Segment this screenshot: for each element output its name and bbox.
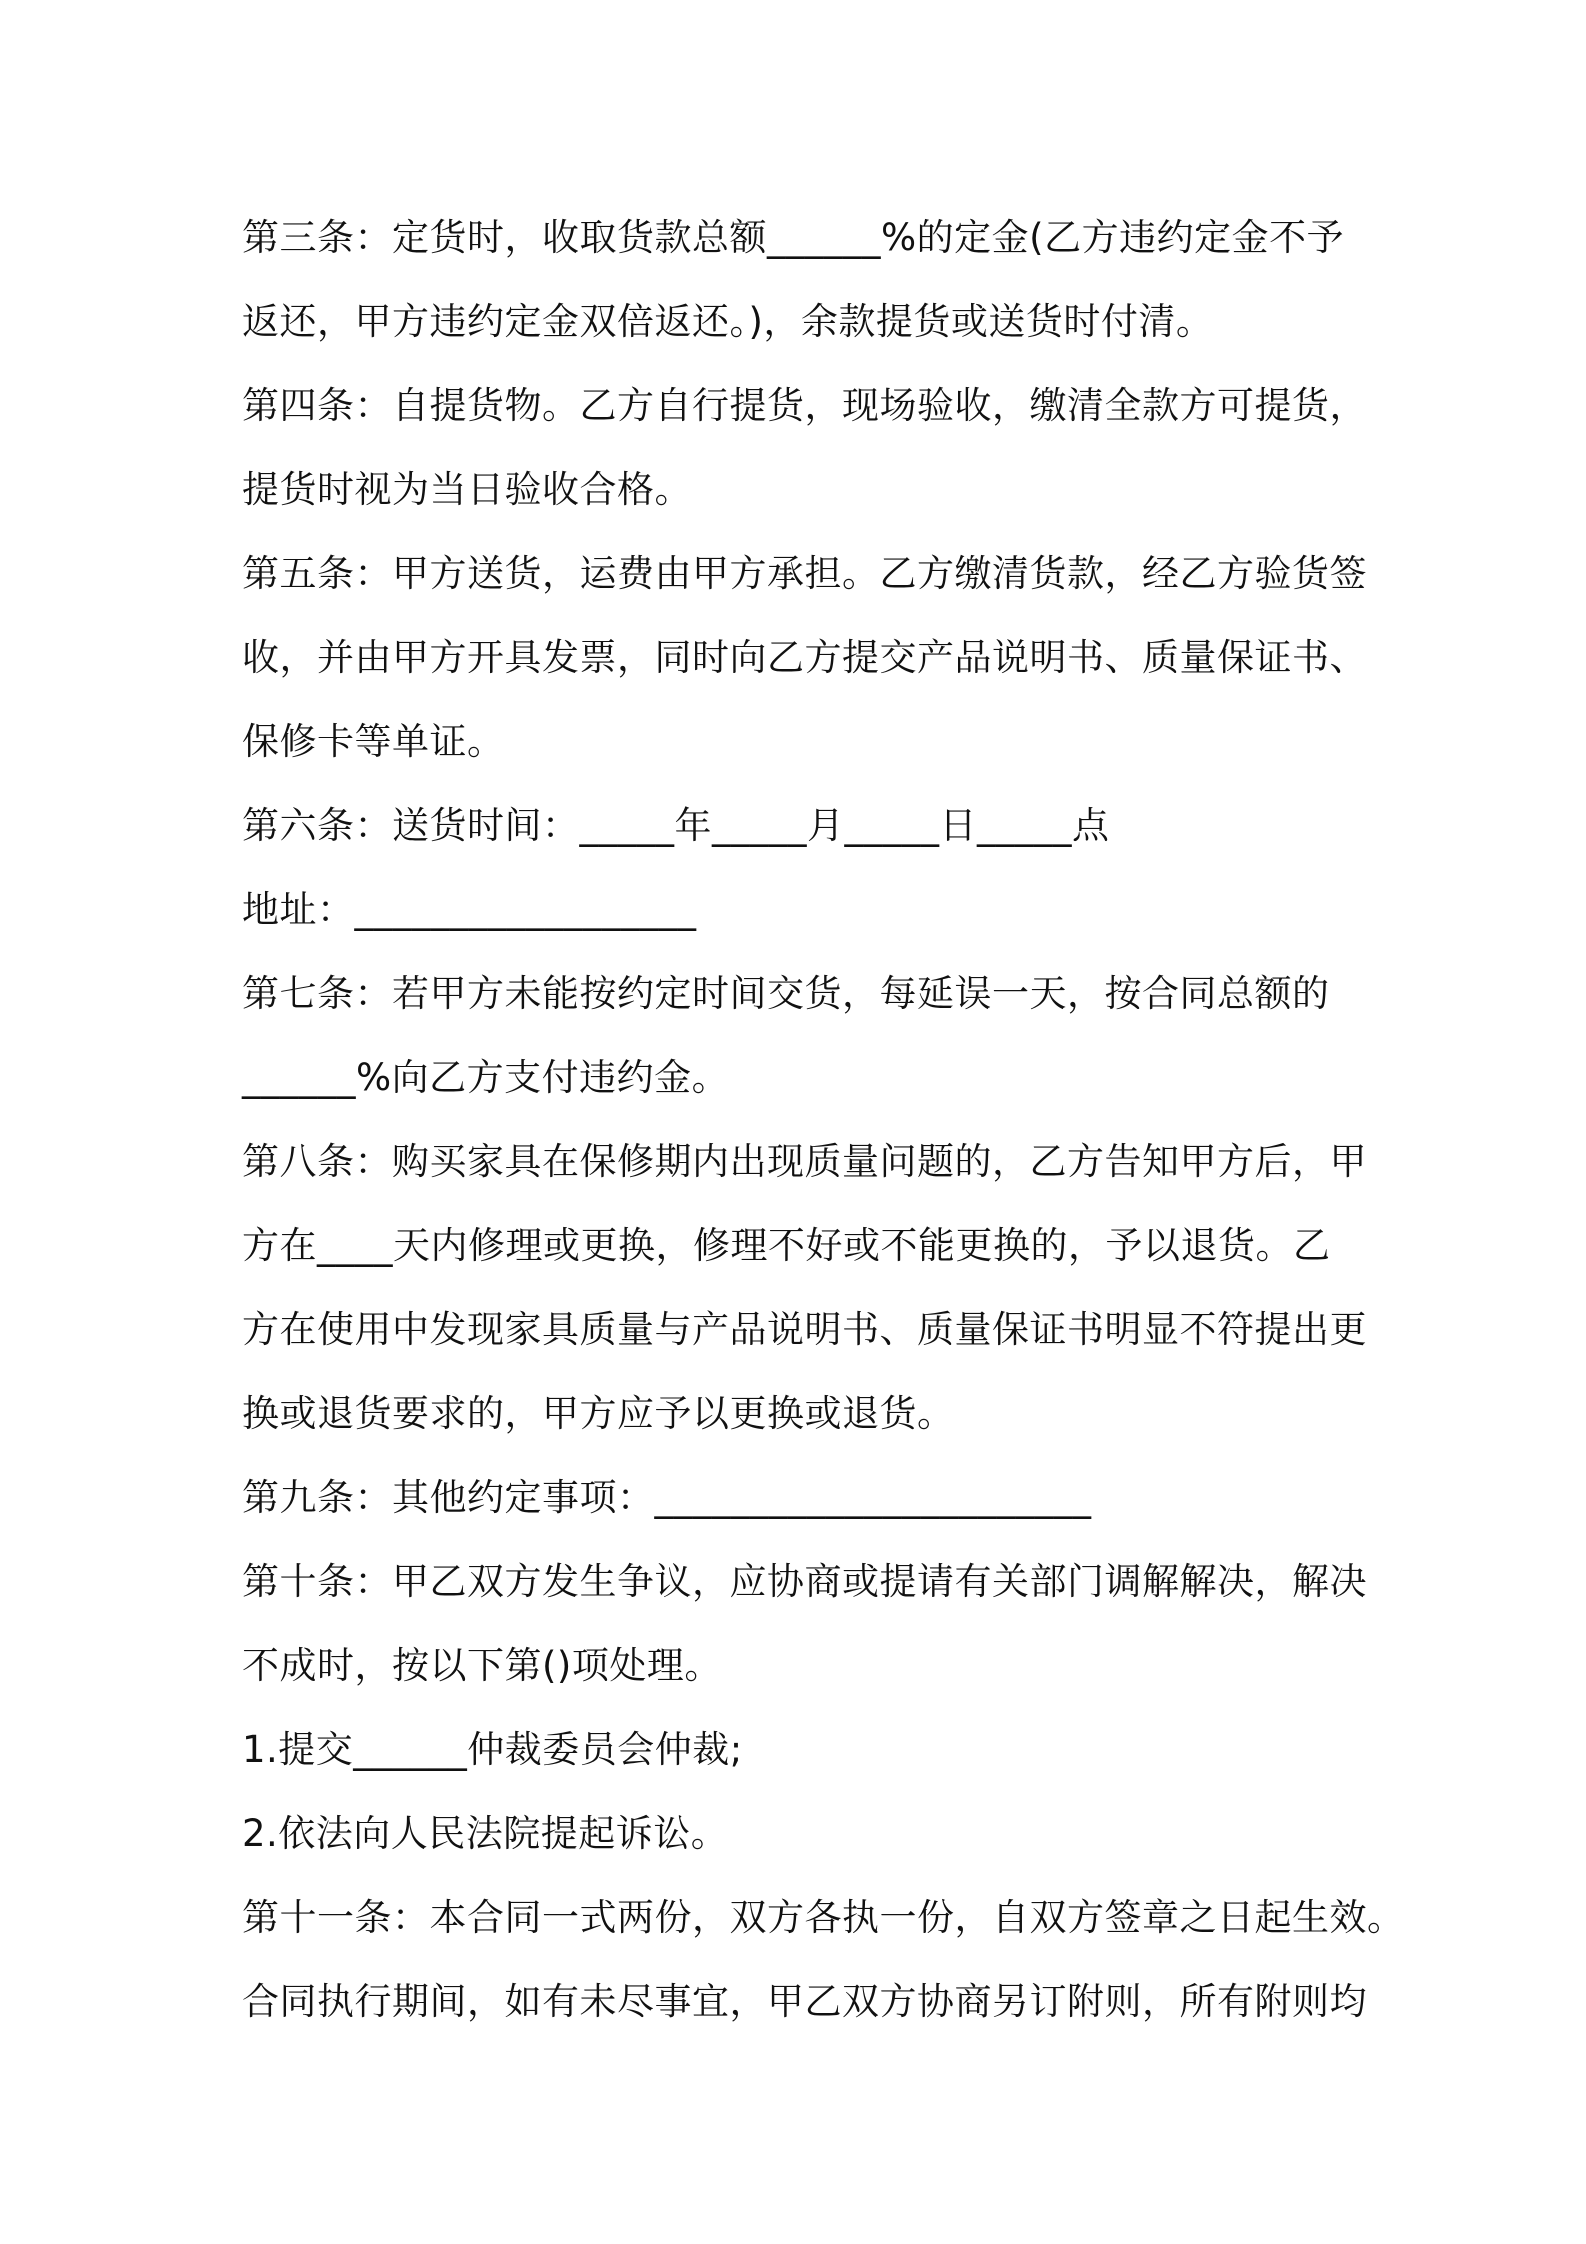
clause-4-line-1: 第四条：自提货物。乙方自行提货，现场验收，缴清全款方可提货， — [242, 384, 1367, 427]
clause-5-line-3: 保修卡等单证。 — [242, 720, 505, 763]
clause-10-option-2: 2.依法向人民法院提起诉讼。 — [242, 1812, 729, 1855]
clause-6-address: 地址：__________________ — [242, 888, 697, 931]
clause-3-line-1: 第三条：定货时，收取货款总额______%的定金(乙方违约定金不予 — [242, 216, 1345, 259]
clause-10-line-1: 第十条：甲乙双方发生争议，应协商或提请有关部门调解解决，解决 — [242, 1560, 1367, 1603]
clause-11-line-1: 第十一条：本合同一式两份，双方各执一份，自双方签章之日起生效。 — [242, 1896, 1405, 1939]
clause-6-delivery-time: 第六条：送货时间：_____年_____月_____日_____点 — [242, 804, 1110, 847]
clause-3-line-2: 返还，甲方违约定金双倍返还。)，余款提货或送货时付清。 — [242, 300, 1214, 343]
clause-4-line-2: 提货时视为当日验收合格。 — [242, 468, 692, 511]
clause-10-line-2: 不成时，按以下第()项处理。 — [242, 1644, 722, 1687]
clause-8-line-3: 方在使用中发现家具质量与产品说明书、质量保证书明显不符提出更 — [242, 1308, 1367, 1351]
clause-9-line-1: 第九条：其他约定事项：_______________________ — [242, 1476, 1092, 1519]
clause-8-line-4: 换或退货要求的，甲方应予以更换或退货。 — [242, 1392, 955, 1435]
clause-8-line-2: 方在____天内修理或更换，修理不好或不能更换的，予以退货。乙 — [242, 1224, 1331, 1267]
contract-body — [242, 196, 1405, 2044]
clause-11-line-2: 合同执行期间，如有未尽事宜，甲乙双方协商另订附则，所有附则均 — [242, 1980, 1367, 2023]
clause-7-line-2: ______%向乙方支付违约金。 — [242, 1056, 730, 1099]
clause-10-option-1: 1.提交______仲裁委员会仲裁; — [242, 1728, 743, 1771]
clause-7-line-1: 第七条：若甲方未能按约定时间交货，每延误一天，按合同总额的 — [242, 972, 1330, 1015]
clause-8-line-1: 第八条：购买家具在保修期内出现质量问题的，乙方告知甲方后，甲 — [242, 1140, 1367, 1183]
clause-5-line-2: 收，并由甲方开具发票，同时向乙方提交产品说明书、质量保证书、 — [242, 636, 1367, 679]
clause-5-line-1: 第五条：甲方送货，运费由甲方承担。乙方缴清货款，经乙方验货签 — [242, 552, 1367, 595]
